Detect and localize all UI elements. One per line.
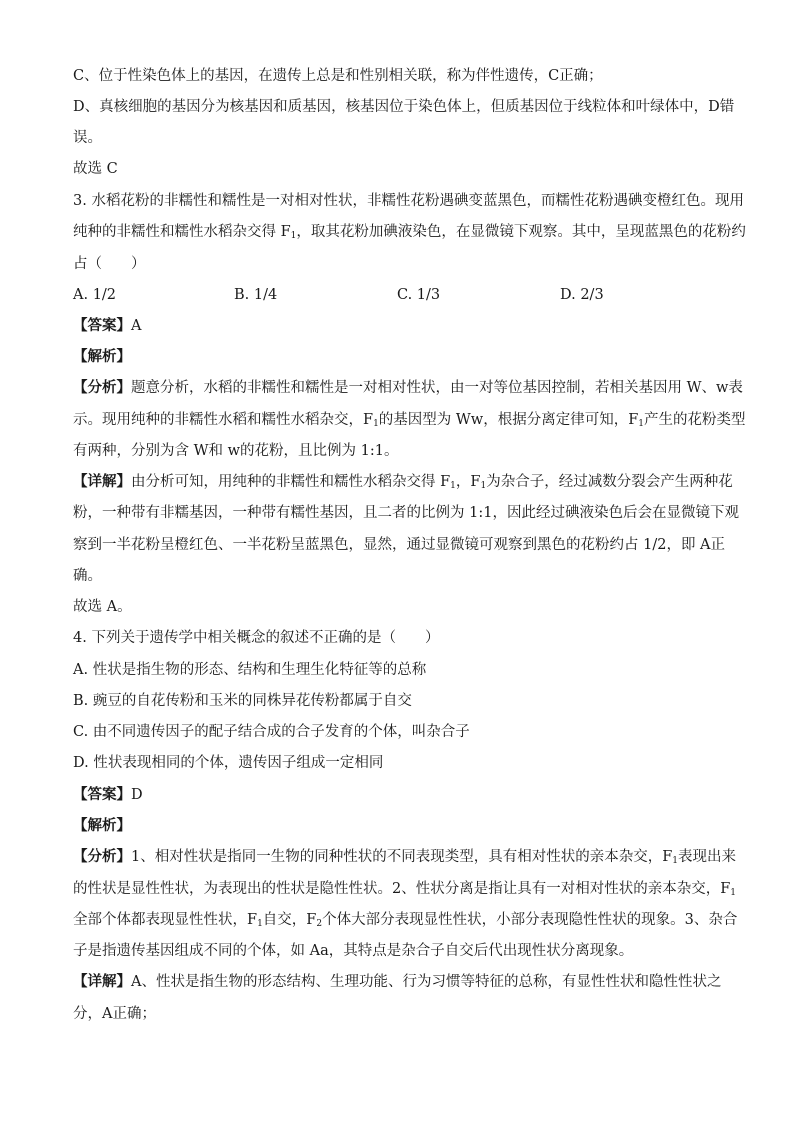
q3-fenxi-line-1	[73, 378, 743, 398]
q3-xiangjie-line-4: 确。	[73, 568, 102, 584]
q2-option-d-explanation-cont: 误。	[73, 130, 102, 146]
text-run: ，F	[455, 474, 481, 490]
q3-answer	[73, 316, 723, 336]
answer-value: A	[131, 318, 142, 334]
text-run: 产生的花粉类型	[644, 412, 746, 428]
q3-option-d: D. 2/3	[560, 287, 604, 303]
answer-value: D	[131, 787, 143, 803]
q3-option-b: B. 1/4	[234, 287, 278, 303]
q2-choose: 故选 C	[73, 161, 118, 177]
q3-option-c: C. 1/3	[397, 287, 441, 303]
q3-xiangjie-line-3: 察到一半花粉呈橙红色、一半花粉呈蓝黑色，显然，通过显微镜可观察到黑色的花粉约占 1/2，即 A正	[73, 537, 726, 553]
text-run: 的性状是显性性状，为表现出的性状是隐性性状。2、性状分离是指让具有一对相对性状的亲本杂交，F	[73, 881, 731, 897]
q4-fenxi-line-3	[73, 910, 738, 930]
q3-choose: 故选 A。	[73, 599, 132, 615]
q4-fenxi-line-1	[73, 847, 737, 867]
subscript: 2	[316, 919, 323, 929]
q4-option-b: B. 豌豆的自花传粉和玉米的同株异花传粉都属于自交	[73, 693, 412, 709]
q4-stem: 4. 下列关于遗传学中相关概念的叙述不正确的是（ ）	[73, 630, 440, 646]
q4-xiangjie-line-1	[73, 972, 723, 992]
q4-analysis-heading: 【解析】	[73, 817, 131, 834]
subscript: 1	[450, 481, 456, 491]
subscript: 1	[672, 856, 679, 866]
fenxi-label: 【分析】	[73, 848, 131, 865]
q3-xiangjie-line-1	[73, 472, 733, 492]
text-run: 表现出来	[678, 849, 737, 865]
text-run: 纯种的非糯性和糯性水稻杂交得 F	[73, 224, 291, 240]
xiangjie-label: 【详解】	[73, 473, 131, 490]
q3-stem-line-2	[73, 222, 746, 242]
q2-option-c-explanation: C、位于性染色体上的基因，在遗传上总是和性别相关联，称为伴性遗传，C正确；	[73, 68, 603, 84]
q3-analysis-heading: 【解析】	[73, 348, 131, 365]
q4-xiangjie-line-2: 分，A正确；	[73, 1006, 156, 1022]
q3-stem-line-1: 3. 水稻花粉的非糯性和糯性是一对相对性状，非糯性花粉遇碘变蓝黑色，而糯性花粉遇碘变橙红色。现用	[73, 193, 744, 209]
q3-xiangjie-line-2: 粉，一种带有非糯基因，一种带有糯性基因，且二者的比例为 1:1，因此经过碘液染色后会在显微镜下观	[73, 505, 739, 521]
xiangjie-label: 【详解】	[73, 973, 131, 990]
q3-option-a: A. 1/2	[73, 287, 117, 303]
q4-fenxi-line-2	[73, 879, 737, 899]
text-run: 1、相对性状是指同一生物的同种性状的不同表现类型，具有相对性状的亲本杂交，F	[131, 849, 673, 865]
q3-options	[73, 285, 723, 305]
text-run: 个体大部分表现显性性状，小部分表现隐性性状的现象。3、杂合	[322, 912, 738, 928]
q4-option-d: D. 性状表现相同的个体，遗传因子组成一定相同	[73, 755, 384, 771]
text-run: 自交，F	[262, 912, 317, 928]
q3-fenxi-line-3: 有两种，分别为含 W和 w的花粉，且比例为 1:1。	[73, 443, 399, 459]
text-run: 示。现用纯种的非糯性水稻和糯性水稻杂交，F	[73, 412, 374, 428]
fenxi-label: 【分析】	[73, 379, 131, 396]
q4-option-c: C. 由不同遗传因子的配子结合成的合子发育的个体，叫杂合子	[73, 724, 470, 740]
text-run: 题意分析，水稻的非糯性和糯性是一对相对性状，由一对等位基因控制，若相关基因用 W、w表	[131, 380, 743, 396]
text-run: 为杂合子，经过减数分裂会产生两种花	[486, 474, 733, 490]
subscript: 1	[730, 888, 737, 898]
q4-option-a: A. 性状是指生物的形态、结构和生理生化特征等的总称	[73, 662, 427, 678]
answer-label: 【答案】	[73, 317, 131, 334]
subscript: 1	[373, 419, 379, 429]
subscript: 1	[257, 919, 263, 929]
q2-option-d-explanation: D、真核细胞的基因分为核基因和质基因，核基因位于染色体上，但质基因位于线粒体和叶绿体中，D错	[73, 99, 735, 115]
subscript: 1	[638, 419, 645, 429]
text-run: A、性状是指生物的形态结构、生理功能、行为习惯等特征的总称，有显性性状和隐性性状之	[131, 974, 722, 990]
q4-fenxi-line-4: 子是指遗传基因组成不同的个体，如 Aa，其特点是杂合子自交后代出现性状分离现象。	[73, 943, 634, 959]
answer-label: 【答案】	[73, 786, 131, 803]
subscript: 1	[480, 481, 487, 491]
q4-answer	[73, 785, 723, 805]
text-run: 由分析可知，用纯种的非糯性和糯性水稻杂交得 F	[131, 474, 451, 490]
q3-fenxi-line-2	[73, 410, 746, 430]
subscript: 1	[290, 231, 297, 241]
text-run: ，取其花粉加碘液染色，在显微镜下观察。其中，呈现蓝黑色的花粉约	[296, 224, 746, 240]
q3-stem-line-3: 占（ ）	[73, 256, 146, 272]
text-run: 的基因型为 Ww，根据分离定律可知，F	[378, 412, 639, 428]
text-run: 全部个体都表现显性性状，F	[73, 912, 258, 928]
